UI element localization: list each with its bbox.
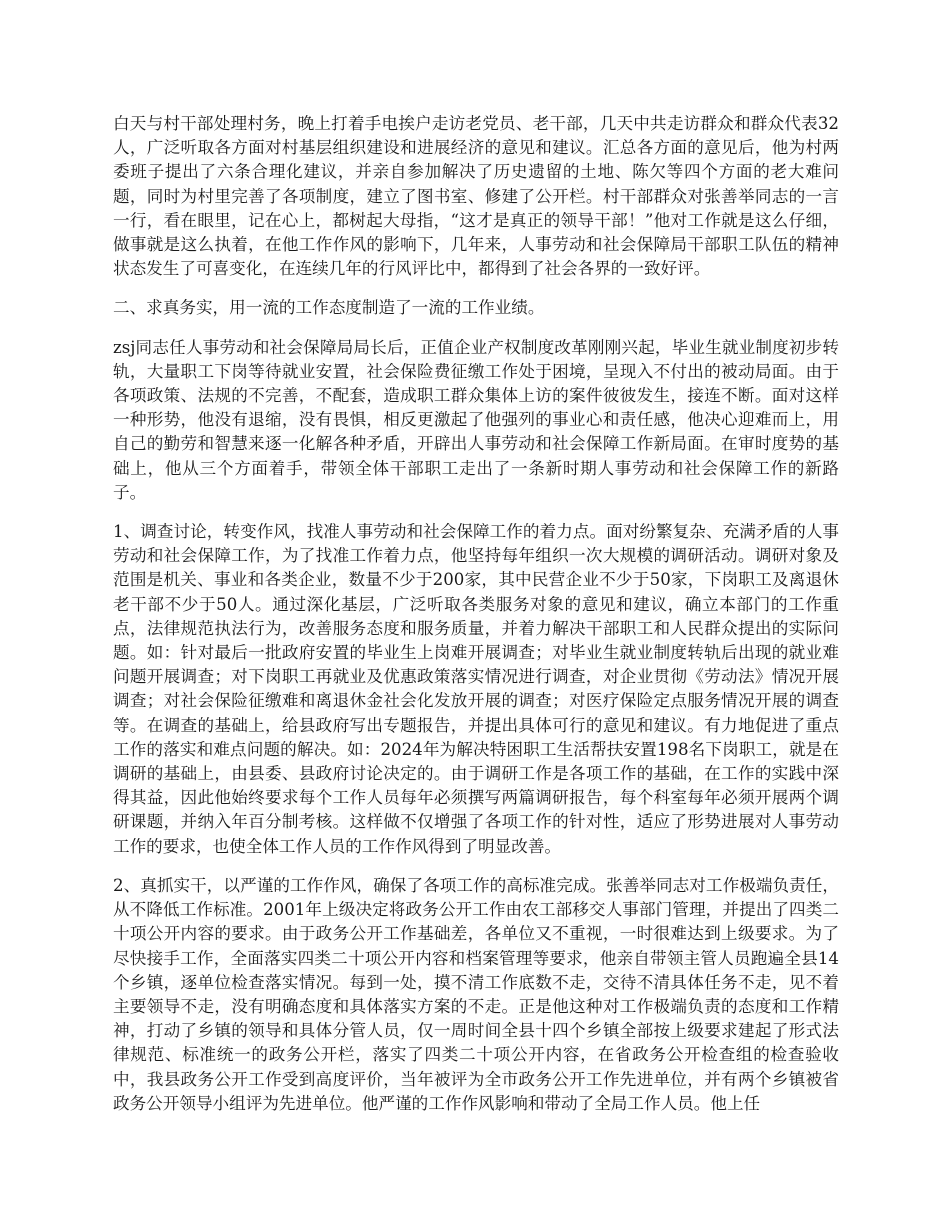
document-body: [113, 112, 839, 1131]
paragraph-item-2-execution: 2、真抓实干，以严谨的工作作风，确保了各项工作的高标准完成。张善举同志对工作极端负责任，从不降低工作标准。2001年上级决定将政务公开工作由农工部移交人事部门管理，并提出了四类二十项公开内容的要求。由于政务公开工作基础差，各单位又不重视，一时很难达到上级要求。为了尽快接手工作，全面落实四类二十项公开内容和档案管理等要求，他亲自带领主管人员跑遍全县14个乡镇，逐单位检查落实情况。每到一处，摸不清工作底数不走，交待不清具体任务不走，见不着主要领导不走，没有明确态度和具体落实方案的不走。正是他这种对工作极端负责的态度和工作精神，打动了乡镇的领导和具体分管人员，仅一周时间全县十四个乡镇全部按上级要求建起了形式法律规范、标准统一的政务公开栏，落实了四类二十项公开内容，在省政务公开检查组的检查验收中，我县政务公开工作受到高度评价，当年被评为全市政务公开工作先进单位，并有两个乡镇被省政务公开领导小组评为先进单位。他严谨的工作作风影响和带动了全局工作人员。他上任: [113, 875, 839, 1113]
paragraph-item-1-research: 1、调查讨论，转变作风，找准人事劳动和社会保障工作的着力点。面对纷繁复杂、充满矛盾的人事劳动和社会保障工作，为了找准工作着力点，他坚持每年组织一次大规模的调研活动。调研对象及范围是机关、事业和各类企业，数量不少于200家，其中民营企业不少于50家，下岗职工及离退休老干部不少于50人。通过深化基层，广泛听取各类服务对象的意见和建议，确立本部门的工作重点，法律规范执法行为，改善服务态度和服务质量，并着力解决干部职工和人民群众提出的实际问题。如：针对最后一批政府安置的毕业生上岗难开展调查；对毕业生就业制度转轨后出现的就业难问题开展调查；对下岗职工再就业及优惠政策落实情况进行调查，对企业贯彻《劳动法》情况开展调查；对社会保险征缴难和离退休金社会化发放开展的调查；对医疗保险定点服务情况开展的调查等。在调查的基础上，给县政府写出专题报告，并提出具体可行的意见和建议。有力地促进了重点工作的落实和难点问题的解决。如：2024年为解决特困职工生活帮扶安置198名下岗职工，就是在调研的基础上，由县委、县政府讨论决定的。由于调研工作是各项工作的基础，在工作的实践中深得其益，因此他始终要求每个工作人员每年必须撰写两篇调研报告，每个科室每年必须开展两个调研课题，并纳入年百分制考核。这样做不仅增强了各项工作的针对性，适应了形势进展对人事劳动工作的要求，也使全体工作人员的工作作风得到了明显改善。: [113, 522, 839, 856]
section-heading-2: 二、求真务实，用一流的工作态度制造了一流的工作业绩。: [113, 298, 545, 318]
paragraph-director-intro: zsj同志任人事劳动和社会保障局局长后，正值企业产权制度改革刚刚兴起，毕业生就业制度初步转轨，大量职工下岗等待就业安置，社会保险费征缴工作处于困境，呈现入不付出的被动局面。由于各项政策、法规的不完善，不配套，造成职工群众集体上访的案件彼彼发生，接连不断。面对这样一种形势，他没有退缩，没有畏惧，相反更激起了他强列的事业心和责任感，他决心迎难而上，用自己的勤劳和智慧来逐一化解各种矛盾，开辟出人事劳动和社会保障工作新局面。在审时度势的基础上，他从三个方面着手，带领全体干部职工走出了一条新时期人事劳动和社会保障工作的新路子。: [113, 337, 839, 502]
paragraph-village-work: 白天与村干部处理村务，晚上打着手电挨户走访老党员、老干部，几天中共走访群众和群众代表32人，广泛听取各方面对村基层组织建设和进展经济的意见和建议。汇总各方面的意见后，他为村两委班子提出了六条合理化建议，并亲自参加解决了历史遗留的土地、陈欠等四个方面的老大难问题，同时为村里完善了各项制度，建立了图书室、修建了公开栏。村干部群众对张善举同志的一言一行，看在眼里，记在心上，都树起大母指，“这才是真正的领导干部！”他对工作就是这么仔细，做事就是这么执着，在他工作作风的影响下，几年来，人事劳动和社会保障局干部职工队伍的精神状态发生了可喜变化，在连续几年的行风评比中，都得到了社会各界的一致好评。: [113, 114, 839, 279]
